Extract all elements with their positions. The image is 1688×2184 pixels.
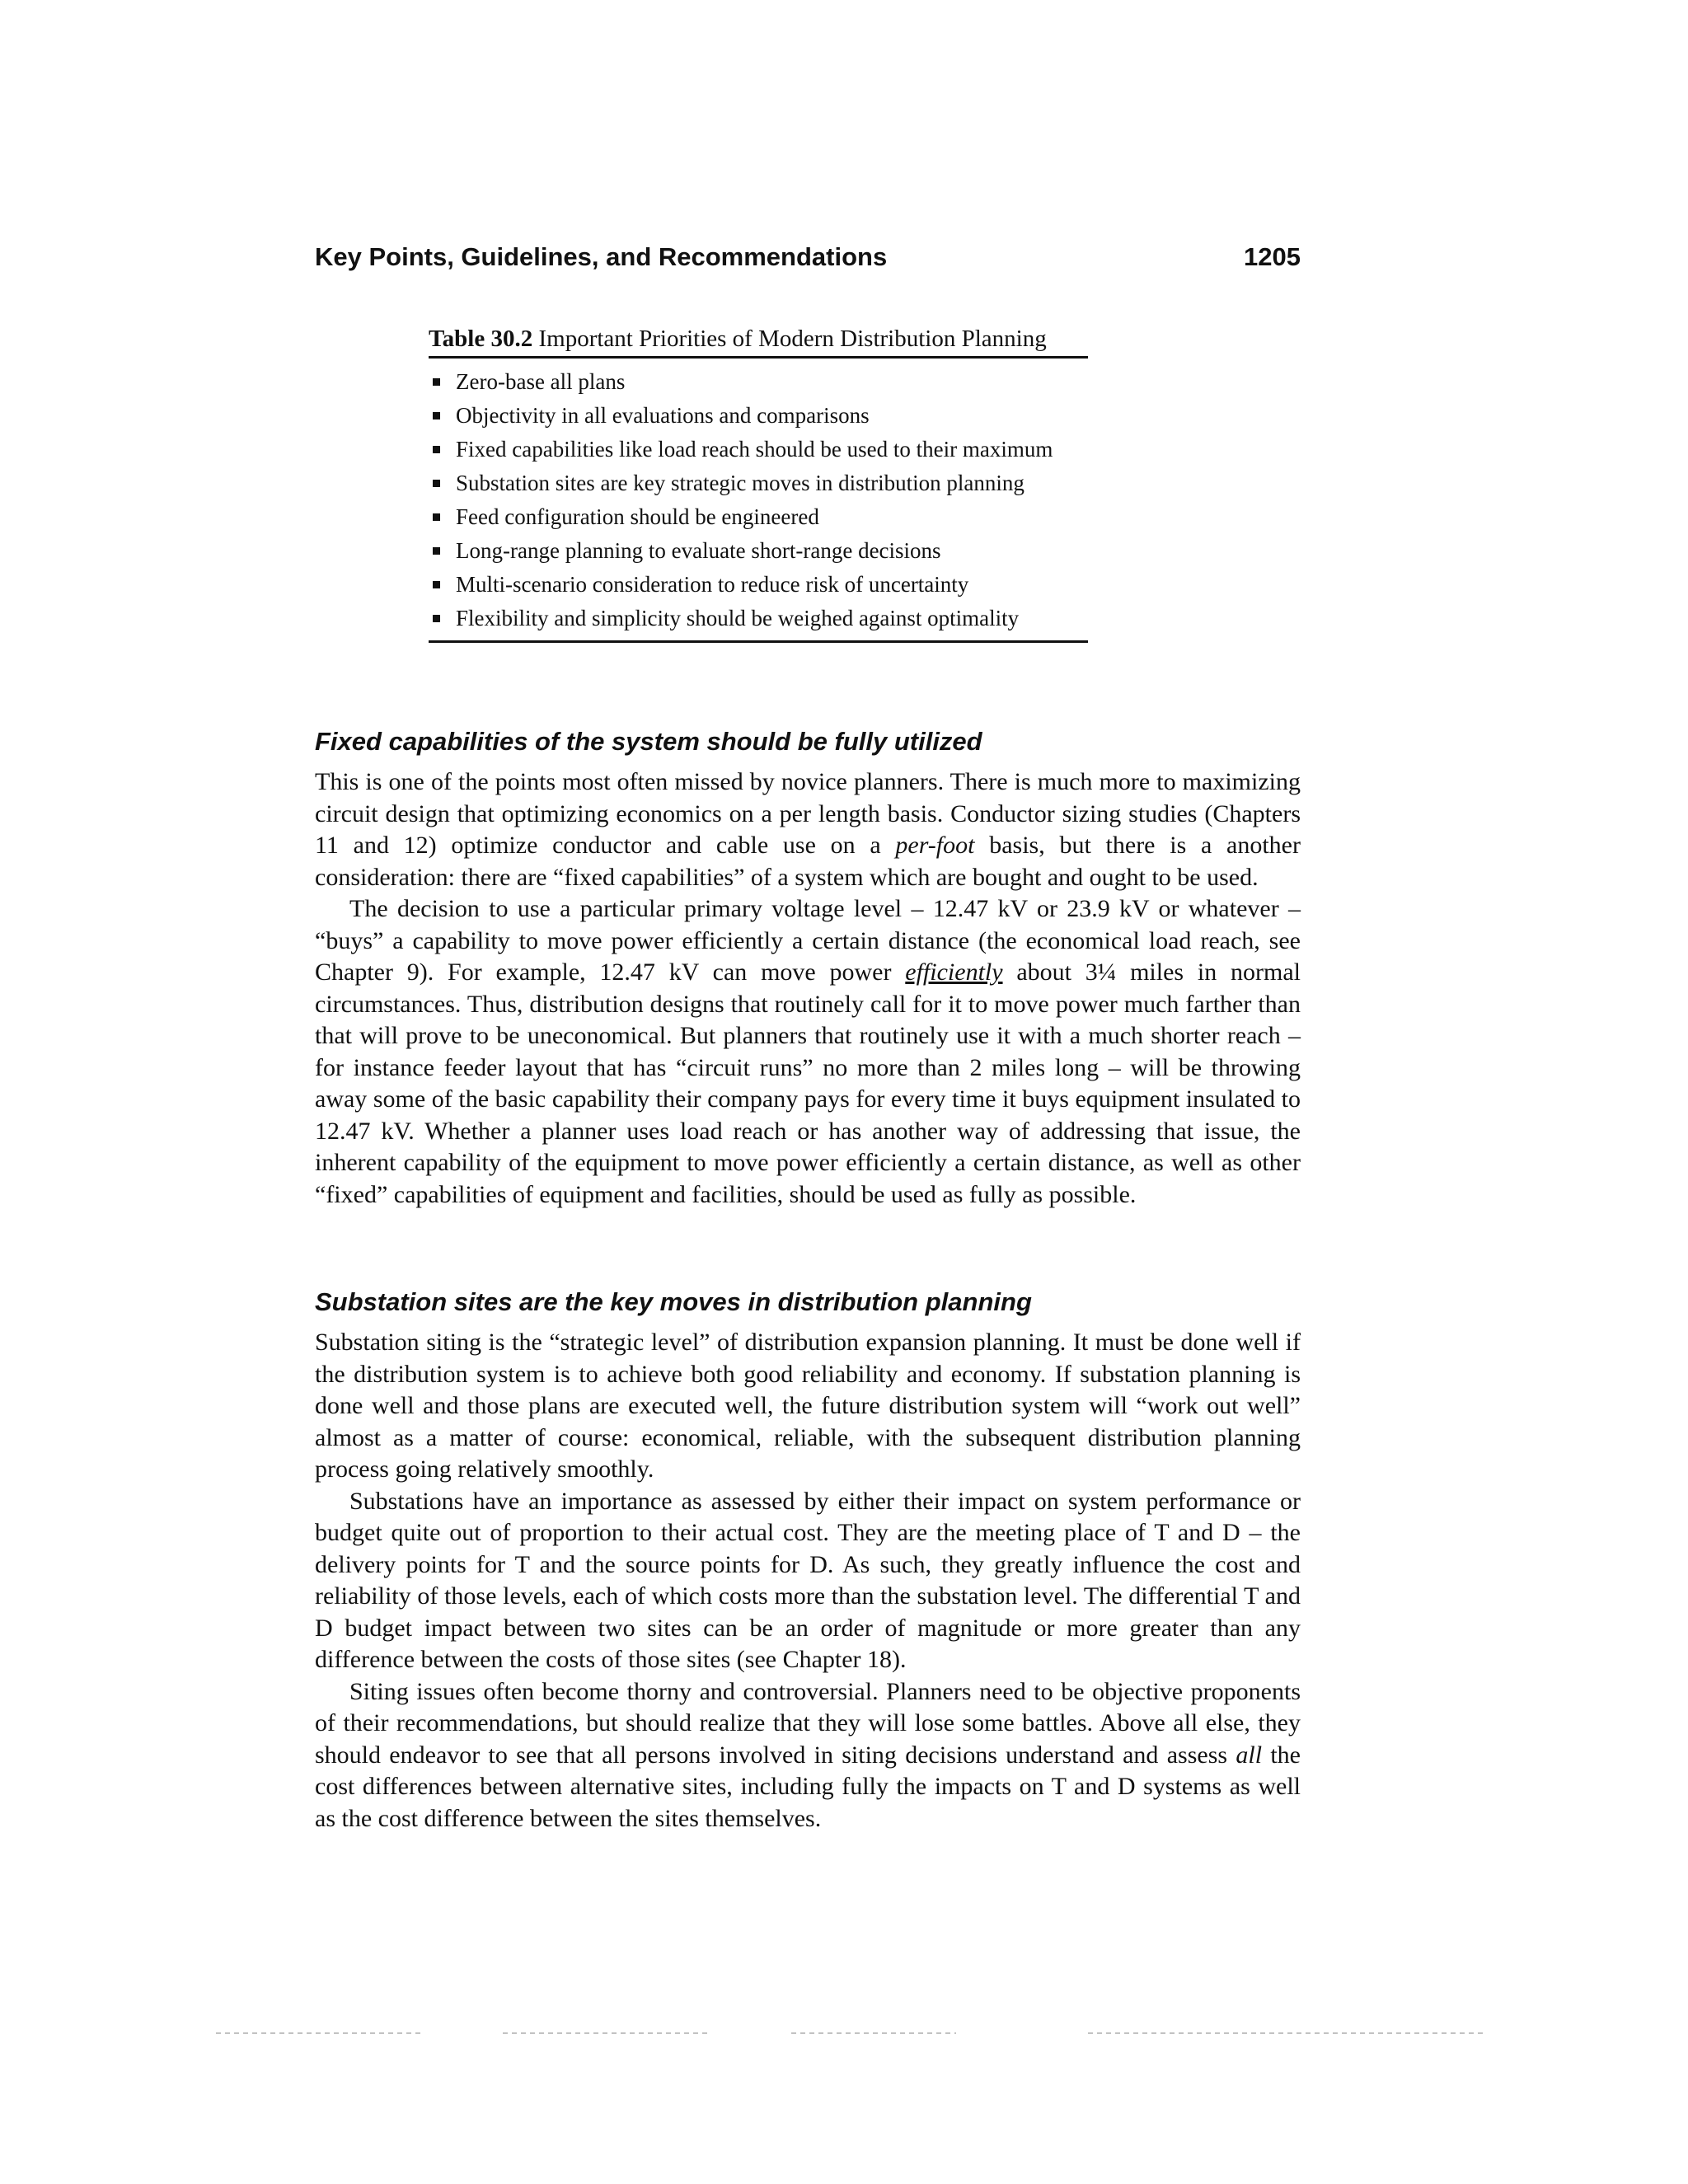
bullet-icon	[433, 615, 440, 622]
table-caption	[429, 323, 1088, 359]
bullet-icon	[433, 446, 440, 453]
bullet-icon	[433, 378, 440, 386]
table-label: Table 30.2	[429, 326, 533, 352]
table-list	[429, 359, 1088, 643]
running-header	[315, 241, 1301, 273]
scan-artifact	[503, 2032, 709, 2034]
list-item: Fixed capabilities like load reach should be used to their maximum	[429, 433, 1088, 466]
bullet-icon	[433, 581, 440, 588]
section-heading: Substation sites are the key moves in distribution planning	[315, 1287, 1032, 1316]
list-item: Substation sites are key strategic moves in distribution planning	[429, 466, 1088, 500]
table-caption-text: Important Priorities of Modern Distribution Planning	[538, 326, 1047, 352]
paragraph: The decision to use a particular primary voltage level – 12.47 kV or 23.9 kV or whatever – “buys” a capability to move power efficiently a certain distance (the economical load reach, see Chapter 9). For example, 12.47 kV can move power efficiently about 3¼ miles in normal circumstances. Thus, distribution designs that routinely call for it to move power much farther than that will prove to be uneconomical. But planners that routinely use it with a much shorter reach – for instance feeder layout that has “circuit runs” no more than 2 miles long – will be throwing away some of the basic capability their company pays for every time it buys equipment insulated to 12.47 kV. Whether a planner uses load reach or has another way of addressing that issue, the inherent capability of the equipment to move power efficiently a certain distance, as well as other “fixed” capabilities of equipment and facilities, should be used as fully as possible.	[315, 895, 1301, 1208]
scan-artifact	[791, 2032, 956, 2034]
bullet-icon	[433, 412, 440, 419]
list-item: Zero-base all plans	[429, 365, 1088, 399]
paragraph: Substation siting is the “strategic level” of distribution expansion planning. It must be done well if the distribution system is to achieve both good reliability and economy. If substation planning is done well and those plans are executed well, the future distribution system will “work out well” almost as a matter of course: economical, reliable, with the subsequent distribution planning process going relatively smoothly.	[315, 1329, 1301, 1483]
list-item: Flexibility and simplicity should be weighed against optimality	[429, 602, 1088, 635]
page-number: 1205	[1244, 242, 1301, 271]
list-item: Long-range planning to evaluate short-range decisions	[429, 534, 1088, 568]
paragraph: This is one of the points most often missed by novice planners. There is much more to maximizing circuit design that optimizing economics on a per length basis. Conductor sizing studies (Chapters 11 and 12) optimize conductor and cable use on a per-foot basis, but there is a another consideration: there are “fixed capabilities” of a system which are bought and ought to be used.	[315, 768, 1301, 891]
section-fixed-capabilities	[315, 725, 1301, 1211]
list-item: Multi-scenario consideration to reduce risk of uncertainty	[429, 568, 1088, 602]
priorities-table	[429, 323, 1088, 643]
bullet-icon	[433, 547, 440, 555]
bullet-icon	[433, 480, 440, 487]
paragraph: Substations have an importance as assessed by either their impact on system performance or budget quite out of proportion to their actual cost. They are the meeting place of T and D – the delivery points for T and the source points for D. As such, they greatly influence the cost and reliability of those levels, each of which costs more than the substation level. The differential T and D budget impact between two sites can be an order of magnitude or more greater than any difference between the costs of those sites (see Chapter 18).	[315, 1487, 1301, 1673]
scan-artifact	[216, 2032, 422, 2034]
section-heading: Fixed capabilities of the system should be fully utilized	[315, 727, 982, 756]
paragraph: Siting issues often become thorny and controversial. Planners need to be objective proponents of their recommendations, but should realize that they will lose some battles. Above all else, they should endeavor to see that all persons involved in siting decisions understand and assess all the cost differences between alternative sites, including fully the impacts on T and D systems as well as the cost difference between the sites themselves.	[315, 1677, 1301, 1832]
scan-artifact	[1088, 2032, 1484, 2034]
bullet-icon	[433, 513, 440, 521]
section-substation-sites	[315, 1286, 1301, 1835]
list-item: Feed configuration should be engineered	[429, 500, 1088, 534]
chapter-title: Key Points, Guidelines, and Recommendations	[315, 242, 888, 271]
list-item: Objectivity in all evaluations and comparisons	[429, 399, 1088, 433]
